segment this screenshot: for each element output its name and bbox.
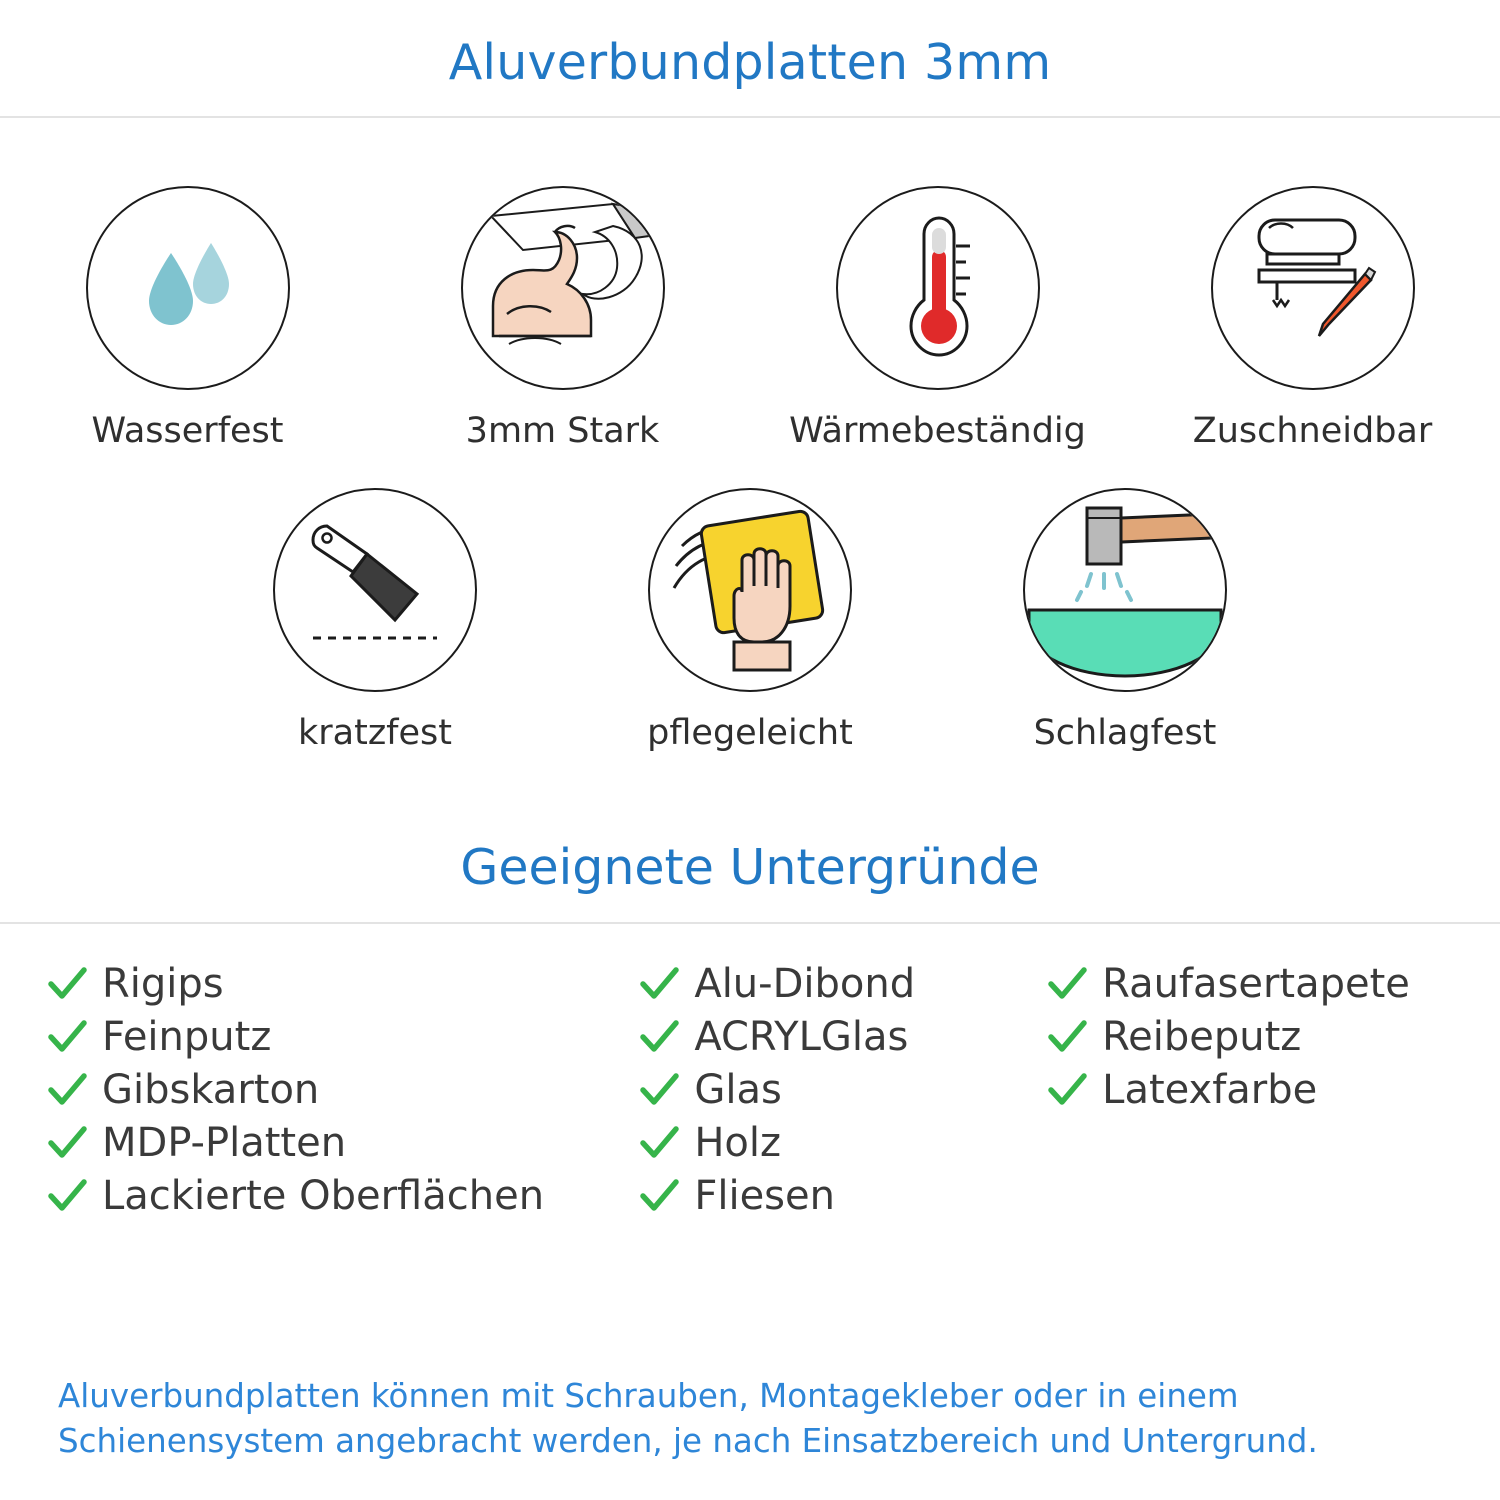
list-item-label: Glas bbox=[694, 1067, 782, 1114]
feature-icon-circle bbox=[461, 186, 665, 390]
feature-row-1 bbox=[0, 186, 1500, 451]
list-item bbox=[638, 1117, 1046, 1170]
thermometer-icon bbox=[858, 206, 1018, 370]
feature-icon-circle bbox=[1211, 186, 1415, 390]
feature-schlagfest bbox=[938, 488, 1313, 753]
check-icon bbox=[1046, 1016, 1088, 1058]
list-item bbox=[46, 1011, 638, 1064]
check-icon bbox=[638, 1122, 680, 1164]
list-item bbox=[638, 1011, 1046, 1064]
list-item bbox=[638, 958, 1046, 1011]
list-item-label: Latexfarbe bbox=[1102, 1067, 1318, 1114]
water-drops-icon bbox=[113, 211, 263, 365]
feature-waermebestaendig bbox=[750, 186, 1125, 451]
substrate-column-3 bbox=[1046, 958, 1454, 1223]
knife-scratch-icon bbox=[285, 498, 465, 682]
check-icon bbox=[1046, 1069, 1088, 1111]
list-item-label: Rigips bbox=[102, 961, 224, 1008]
feature-label: kratzfest bbox=[297, 713, 452, 754]
feature-wasserfest bbox=[0, 186, 375, 451]
check-icon bbox=[638, 963, 680, 1005]
list-item bbox=[46, 1117, 638, 1170]
substrate-column-1 bbox=[46, 958, 638, 1223]
check-icon bbox=[638, 1016, 680, 1058]
cleaning-cloth-hand-icon bbox=[650, 488, 850, 692]
feature-kratzfest bbox=[188, 488, 563, 753]
feature-label: pflegeleicht bbox=[647, 713, 853, 754]
strong-arm-icon bbox=[463, 186, 663, 390]
list-item-label: Lackierte Oberflächen bbox=[102, 1173, 545, 1220]
check-icon bbox=[46, 1069, 88, 1111]
list-item-label: Raufasertapete bbox=[1102, 961, 1410, 1008]
list-item bbox=[46, 1170, 638, 1223]
check-icon bbox=[1046, 963, 1088, 1005]
list-item-label: Holz bbox=[694, 1120, 781, 1167]
header-block bbox=[0, 0, 1500, 118]
check-icon bbox=[46, 963, 88, 1005]
divider-top bbox=[0, 116, 1500, 118]
feature-label: Zuschneidbar bbox=[1192, 410, 1433, 451]
list-item-label: Gibskarton bbox=[102, 1067, 320, 1114]
substrate-checklist bbox=[0, 924, 1500, 1223]
jigsaw-cutter-icon bbox=[1223, 196, 1403, 380]
list-item-label: MDP-Platten bbox=[102, 1120, 347, 1167]
feature-icon-circle bbox=[86, 186, 290, 390]
list-item bbox=[1046, 1011, 1454, 1064]
feature-row-2 bbox=[0, 488, 1500, 753]
list-item-label: Feinputz bbox=[102, 1014, 272, 1061]
feature-icon-circle bbox=[273, 488, 477, 692]
hammer-impact-icon bbox=[1025, 488, 1225, 692]
feature-icon-circle bbox=[836, 186, 1040, 390]
feature-label: 3mm Stark bbox=[465, 410, 660, 451]
list-item bbox=[1046, 1064, 1454, 1117]
list-item-label: Fliesen bbox=[694, 1173, 835, 1220]
feature-zuschneidbar bbox=[1125, 186, 1500, 451]
feature-3mm-stark bbox=[375, 186, 750, 451]
check-icon bbox=[638, 1069, 680, 1111]
feature-label: Schlagfest bbox=[1033, 713, 1217, 754]
footer-note: Aluverbundplatten können mit Schrauben, Montagekleber oder in einem Schienensystem angebracht werden, je nach Einsatzbereich und Untergrund. bbox=[58, 1377, 1318, 1461]
feature-label: Wärmebeständig bbox=[789, 410, 1086, 451]
list-item bbox=[1046, 958, 1454, 1011]
list-item-label: Reibeputz bbox=[1102, 1014, 1302, 1061]
feature-icon-circle bbox=[648, 488, 852, 692]
page-title: Aluverbundplatten 3mm bbox=[448, 34, 1052, 91]
check-icon bbox=[46, 1122, 88, 1164]
section-header-block bbox=[0, 839, 1500, 924]
list-item bbox=[46, 1064, 638, 1117]
list-item-label: ACRYLGlas bbox=[694, 1014, 909, 1061]
list-item bbox=[46, 958, 638, 1011]
section-title: Geeignete Untergründe bbox=[460, 838, 1040, 896]
check-icon bbox=[46, 1016, 88, 1058]
list-item bbox=[638, 1064, 1046, 1117]
feature-icon-circle bbox=[1023, 488, 1227, 692]
list-item-label: Alu-Dibond bbox=[694, 961, 916, 1008]
list-item bbox=[638, 1170, 1046, 1223]
substrate-column-2 bbox=[638, 958, 1046, 1223]
feature-label: Wasserfest bbox=[91, 410, 284, 451]
feature-pflegeleicht bbox=[563, 488, 938, 753]
check-icon bbox=[638, 1175, 680, 1217]
check-icon bbox=[46, 1175, 88, 1217]
